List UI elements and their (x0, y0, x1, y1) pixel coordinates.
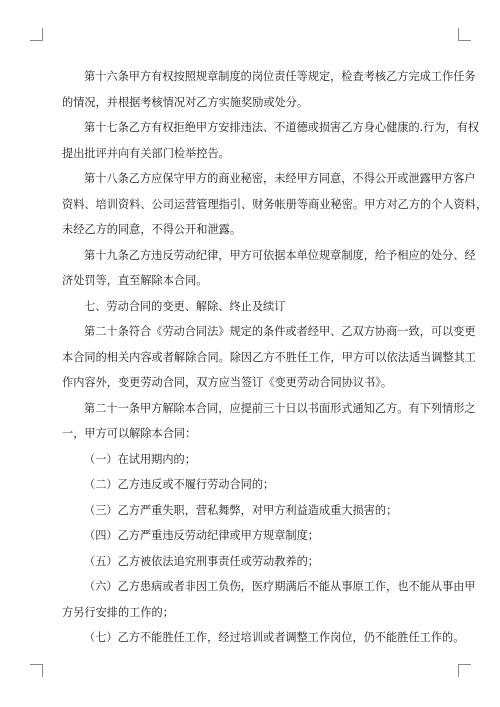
list-item: （一）在试用期内的； (84, 452, 196, 466)
crop-mark-bottom-left (30, 664, 43, 677)
text-line: 提出批评并向有关部门检举控告。 (62, 146, 230, 160)
text-line: 资料、培训资料、公司运营管理指引、财务帐册等商业秘密。甲方对乙方的个人资料， (62, 197, 488, 211)
section-heading: 七、劳动合同的变更、解除、终止及续订 (84, 299, 286, 313)
crop-mark-bottom-right (458, 664, 471, 677)
text-line: 第十六条甲方有权按照规章制度的岗位责任等规定，检查考核乙方完成工作任务 (84, 70, 476, 83)
text-line: 未经乙方的同意，不得公开和泄露。 (62, 223, 242, 236)
text-line: 本合同的相关内容或者解除合同。除因乙方不胜任工作，甲方可以依法适当调整其工 (62, 350, 476, 364)
list-item: （六）乙方患病或者非因工负伤，医疗期满后不能从事原工作，也不能从事由甲 (84, 580, 476, 593)
crop-mark-top-right (458, 28, 471, 41)
list-item: （五）乙方被依法追究刑事责任或劳动教养的； (84, 554, 319, 568)
text-line: 第二十一条甲方解除本合同，应提前三十日以书面形式通知乙方。有下列情形之 (84, 401, 476, 415)
text-line: 第十八条乙方应保守甲方的商业秘密，未经甲方同意，不得公开或泄露甲方客户 (84, 172, 476, 185)
text-line: 方另行安排的工作的； (62, 605, 174, 619)
text-line: 第十七条乙方有权拒绝甲方安排违法、不道德或损害乙方身心健康的.行为，有权 (84, 121, 480, 134)
list-item: （三）乙方严重失职，营私舞弊，对甲方利益造成重大损害的； (84, 503, 398, 517)
text-line: 第十九条乙方违反劳动纪律，甲方可依据本单位规章制度，给予相应的处分、经 (84, 248, 476, 262)
list-item: （四）乙方严重违反劳动纪律或甲方规章制度； (84, 529, 319, 542)
text-line: 第二十条符合《劳动合同法》规定的条件或者经甲、乙双方协商一致，可以变更 (84, 325, 476, 338)
crop-mark-top-left (30, 28, 43, 41)
text-line: 作内容外，变更劳动合同，双方应当签订《变更劳动合同协议书》。 (62, 376, 393, 389)
document-body (62, 64, 488, 651)
text-line: 的情况，并根据考核情况对乙方实施奖励或处分。 (62, 95, 309, 109)
text-line: 济处罚等，直至解除本合同。 (62, 274, 208, 287)
list-item: （二）乙方违反或不履行劳动合同的； (84, 478, 275, 491)
list-item: （七）乙方不能胜任工作，经过培训或者调整工作岗位，仍不能胜任工作的。 (84, 631, 465, 644)
text-line: 一，甲方可以解除本合同： (62, 427, 197, 440)
